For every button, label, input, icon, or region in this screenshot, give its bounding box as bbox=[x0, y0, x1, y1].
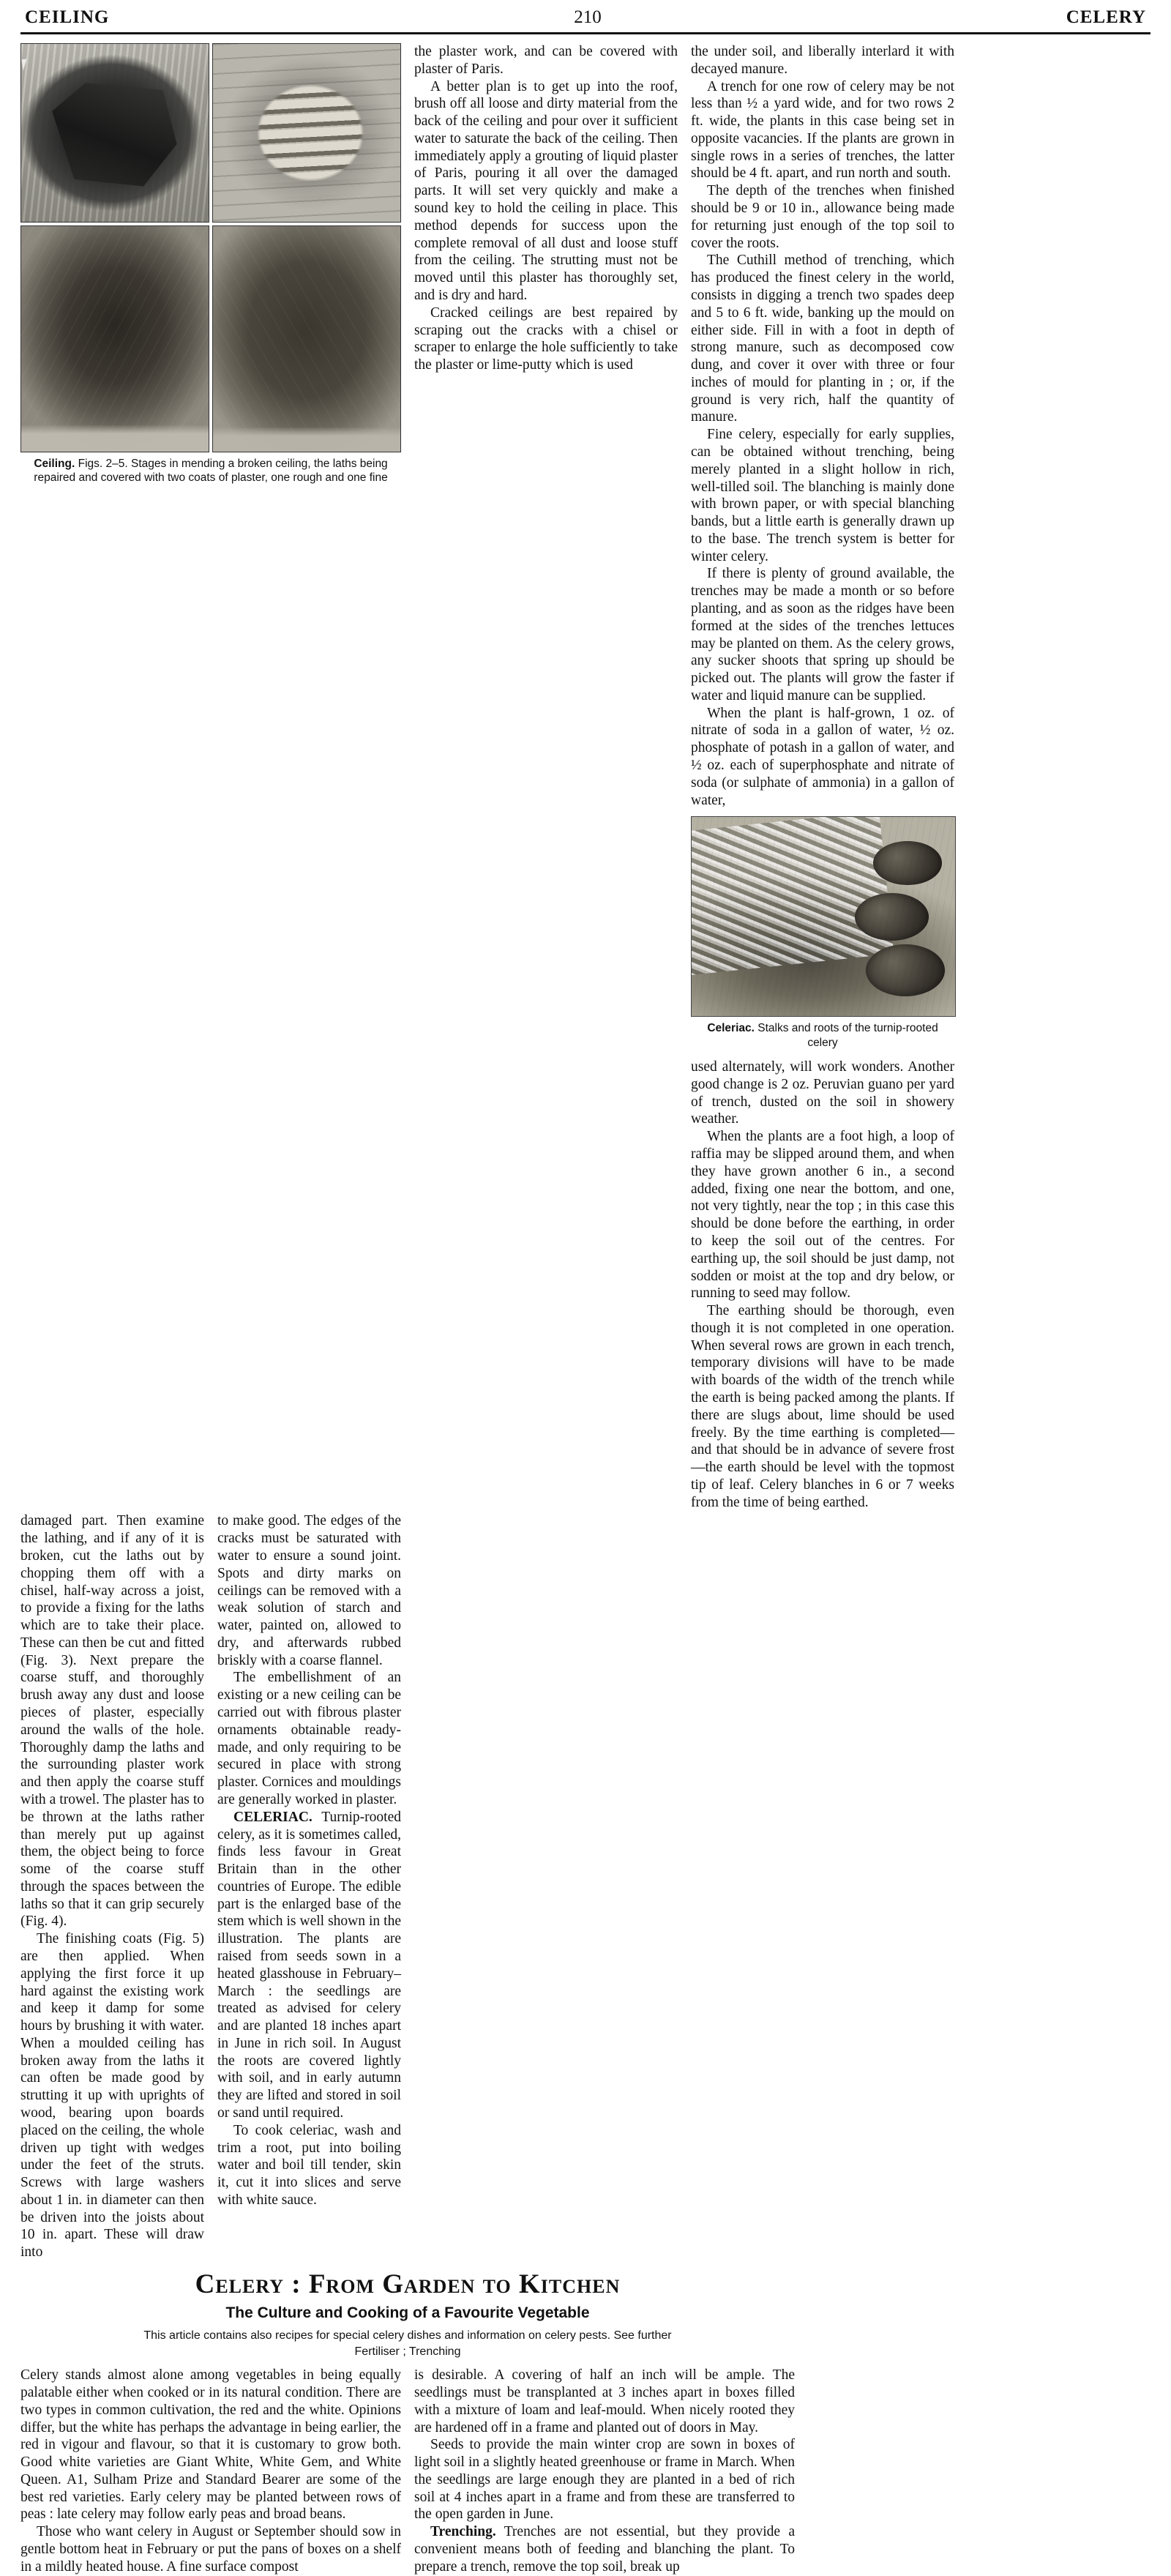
ceiling-para-lower-4: The embellishment of an existing or a new ceiling can be carried out with fibrous plaster ornaments obtainable ready-made, and only requiring to be secured in place with strong plaster. Cornices and mouldings are generally worked in plaster. bbox=[217, 1670, 401, 1807]
celeriac-caption-text: Stalks and roots of the turnip-rooted celery bbox=[757, 1022, 938, 1049]
column-one bbox=[20, 43, 401, 493]
celery-body-para-3: is desirable. A covering of half an inch will be ample. The seedlings must be transplanted at 3 inches apart in boxes filled with a mixture of loam and leaf-mould. When nicely rooted they are hardened off in a frame and planted out of doors in May. bbox=[414, 2367, 795, 2435]
top-columns bbox=[20, 43, 1151, 1511]
celeriac-halftone-overlay bbox=[692, 817, 955, 1016]
celeriac-photo bbox=[691, 816, 956, 1017]
celery-para-c3-5: Fine celery, especially for early supplies, can be obtained without trenching, being merely planted in a slight hollow in rich, well-tilled soil. The blanching is mainly done with brown paper, or with special blanching bands, but a little earth is generally drawn up to the base. The trench system is better for winter celery. bbox=[691, 427, 954, 564]
celery-article-subtitle: The Culture and Cooking of a Favourite Vegetable bbox=[225, 2304, 590, 2322]
running-head-left: CEILING bbox=[25, 7, 110, 27]
ceiling-para-lower-3: to make good. The edges of the cracks must be saturated with water to ensure a sound joint. Spots and dirty marks on ceilings can be removed with a weak solution of starch and water, painted on, allowed to dry, and afterwards rubbed briskly with a coarse flannel. bbox=[217, 1513, 401, 1668]
celery-para-c3-6: If there is plenty of ground available, the trenches may be made a month or so before planting, and as soon as the ridges have been formed at the sides of the trenches lettuces may be planted on them. As the celery grows, any sucker shoots that spring up should be picked out. The plants will grow the faster if water and liquid manure can be supplied. bbox=[691, 566, 954, 703]
celery-body-para-4: Seeds to provide the main winter crop are sown in boxes of light soil in a slightly heated greenhouse or frame in March. When the seedlings are large enough they are planted in a bed of rich soil at 4 inches apart in a frame and from these are transferred to the open garden in June. bbox=[414, 2437, 795, 2523]
ceiling-photo-fig4 bbox=[20, 225, 209, 452]
column-two bbox=[414, 43, 678, 374]
running-head bbox=[20, 0, 1151, 34]
celery-body-col-1 bbox=[20, 2367, 401, 2575]
ceiling-lower-col-b bbox=[217, 1512, 401, 2261]
page-number: 210 bbox=[574, 7, 602, 27]
ceiling-photo-fig5 bbox=[212, 225, 401, 452]
celery-para-c3-9: When the plants are a foot high, a loop of raffia may be slipped around them, and when they have grown another 6 in., a second added, fixing one near the bottom, and one, not very tightly, near the top ; in this case this should be done before the earthing, in order to keep the soil out of the centres. For earthing up, the soil should be just damp, not sodden or moist at the top and dry below, or running to seed may follow. bbox=[691, 1129, 954, 1302]
column-three bbox=[691, 43, 954, 1511]
celery-headline-block bbox=[20, 2269, 795, 2359]
celery-body-columns bbox=[20, 2367, 795, 2575]
ceiling-figure-caption bbox=[20, 452, 401, 493]
bottom-left-region bbox=[20, 1511, 795, 2575]
celery-article-title: Celery : From Garden to Kitchen bbox=[195, 2269, 621, 2300]
ceiling-caption-lead: Ceiling. bbox=[34, 458, 75, 470]
ceiling-lower-col-a bbox=[20, 1512, 204, 2261]
ceiling-lower-columns bbox=[20, 1512, 795, 2261]
celery-crossreference bbox=[20, 2328, 795, 2359]
celery-para-c3-3: The depth of the trenches when finished should be 9 or 10 in., allowance being made for returning just enough of the top soil to cover the roots. bbox=[691, 183, 954, 251]
trenching-run-in-head: Trenching. bbox=[430, 2524, 496, 2540]
celeriac-figure-caption bbox=[691, 1017, 954, 1056]
celery-trenching-paragraph bbox=[414, 2523, 795, 2575]
ceiling-image-grid bbox=[20, 43, 401, 452]
ceiling-figure bbox=[20, 43, 401, 493]
running-head-right: CELERY bbox=[1066, 7, 1146, 27]
celeriac-run-in-head: CELERIAC. bbox=[233, 1809, 313, 1825]
celeriac-figure bbox=[691, 816, 954, 1056]
ceiling-photo-fig2 bbox=[20, 43, 209, 223]
crossref-line-1: This article contains also recipes for special celery dishes and information on celery pests. See further bbox=[143, 2329, 672, 2342]
celery-para-c3-1: the under soil, and liberally interlard it with decayed manure. bbox=[691, 44, 954, 77]
celery-para-c3-8: used alternately, will work wonders. Another good change is 2 oz. Peruvian guano per yard of trench, dusted on the soil in showery weather. bbox=[691, 1059, 954, 1127]
celery-para-c3-2: A trench for one row of celery may be not less than ½ a yard wide, and for two rows 2 ft. wide, the plants in this case being set in opposite vacancies. If the plants are grown in single rows in a series of trenches, the latter should be 4 ft. apart, and run north and south. bbox=[691, 78, 954, 182]
trenching-text: Trenches are not essential, but they provide a convenient means both of feeding and blanching the plant. To prepare a trench, remove the top soil, break up bbox=[414, 2524, 795, 2575]
crossref-line-2: Fertiliser ; Trenching bbox=[354, 2345, 461, 2358]
ceiling-para-lower-1: damaged part. Then examine the lathing, and if any of it is broken, cut the laths out by chopping them off with a chisel, half-way across a joist, to provide a fixing for the laths which are to take their place. These can then be cut and fitted (Fig. 3). Next prepare the coarse stuff, and thoroughly brush away any dust and loose pieces of plaster, especially around the walls of the hole. Thoroughly damp the laths and the surrounding plaster work and then apply the coarse stuff with a trowel. The plaster has to be thrown at the laths rather than merely put up against them, the object being to force some of the coarse stuff through the spaces between the laths so that it can grip securely (Fig. 4). bbox=[20, 1513, 204, 1930]
celery-body-para-2: Those who want celery in August or September should sow in gentle bottom heat in February or put the pans of boxes on a shelf in a mildly heated house. A fine surface compost bbox=[20, 2524, 401, 2575]
celery-para-c3-10: The earthing should be thorough, even though it is not completed in one operation. When several rows are grown in each trench, temporary divisions will have to be made with boards of the width of the trench while the earth is being packed among the plants. If there are slugs about, lime should be used freely. By the time earthing is completed—and that should be in advance of severe frost—the earth should be level with the topmost tip of leaf. Celery blanches in 6 or 7 weeks from the time of being earthed. bbox=[691, 1303, 954, 1510]
ceiling-photo-fig3 bbox=[212, 43, 401, 223]
celeriac-paragraph-2: To cook celeriac, wash and trim a root, put into boiling water and boil till tender, skin it, cut it into slices and serve with white sauce. bbox=[217, 2122, 401, 2208]
celery-body-col-2 bbox=[414, 2367, 795, 2575]
ceiling-para-c2-3: Cracked ceilings are best repaired by scraping out the cracks with a chisel or scraper to enlarge the hole sufficiently to take the plaster or lime-putty which is used bbox=[414, 305, 678, 373]
celeriac-caption-lead: Celeriac. bbox=[707, 1022, 755, 1035]
ceiling-para-c2-1: the plaster work, and can be covered with plaster of Paris. bbox=[414, 44, 678, 77]
celeriac-paragraph-1 bbox=[217, 1809, 401, 2122]
ceiling-para-lower-2: The finishing coats (Fig. 5) are then applied. When applying the first force it up hard against the existing work and keep it damp for some hours by brushing it with water. When a moulded ceiling has broken away from the laths it can often be made good by strutting it up with uprights of wood, bearing upon boards placed on the ceiling, the whole driven up tight with wedges under the feet of the struts. Screws with large washers about 1 in. in diameter can then be driven into the joists about 10 in. apart. These will draw into bbox=[20, 1931, 204, 2260]
celery-para-c3-4: The Cuthill method of trenching, which has produced the finest celery in the world, consists in digging a trench two spades deep and 5 to 6 ft. wide, banking up the mould on either side. Fill in with a foot in depth of strong manure, such as decomposed cow dung, and cover it over with three or four inches of mould for planting in ; or, if the ground is very rich, half the quantity of manure. bbox=[691, 253, 954, 425]
ceiling-caption-text: Figs. 2–5. Stages in mending a broken ceiling, the laths being repaired and covered with two coats of plaster, one rough and one fine bbox=[34, 458, 388, 485]
celeriac-text-1: Turnip-rooted celery, as it is sometimes called, finds less favour in Great Britain than in the other countries of Europe. The edible part is the enlarged base of the stem which is well shown in the illustration. The plants are raised from seeds sown in a heated glasshouse in February–March : the seedlings are treated as advised for celery and are planted 18 inches apart in June in rich soil. In August the roots are covered lightly with soil, and in early autumn they are lifted and stored in soil or sand until required. bbox=[217, 1809, 401, 2121]
celery-para-c3-7: When the plant is half-grown, 1 oz. of nitrate of soda in a gallon of water, ½ oz. phosphate of potash in a gallon of water, and ½ oz. each of superphosphate and nitrate of soda (or sulphate of ammonia) in a gallon of water, bbox=[691, 705, 954, 808]
bottom-area bbox=[20, 1511, 1151, 2575]
ceiling-para-c2-2: A better plan is to get up into the roof, brush off all loose and dirty material from the back of the ceiling and pour over it sufficient water to saturate the back of the ceiling. Then immediately apply a grouting of liquid plaster of Paris, pouring it all over the damaged parts. It will set very quickly and make a sound key to hold the ceiling in place. This method depends for success upon the complete removal of all dust and loose stuff from the ceiling. The strutting must not be moved until this plaster has thoroughly set, and is dry and hard. bbox=[414, 78, 678, 303]
celery-body-para-1: Celery stands almost alone among vegetables in being equally palatable either when cooked or in its natural condition. There are two types in common cultivation, the red and the white. Opinions differ, but the white has perhaps the advantage in being earlier, the red in vigour and flavour, so that it is customary to grow both. Good white varieties are Giant White, White Gem, and White Queen. A1, Sulham Prize and Standard Bearer are some of the best red varieties. Early celery may be planted between rows of peas : late celery may follow early peas and broad beans. bbox=[20, 2367, 401, 2523]
